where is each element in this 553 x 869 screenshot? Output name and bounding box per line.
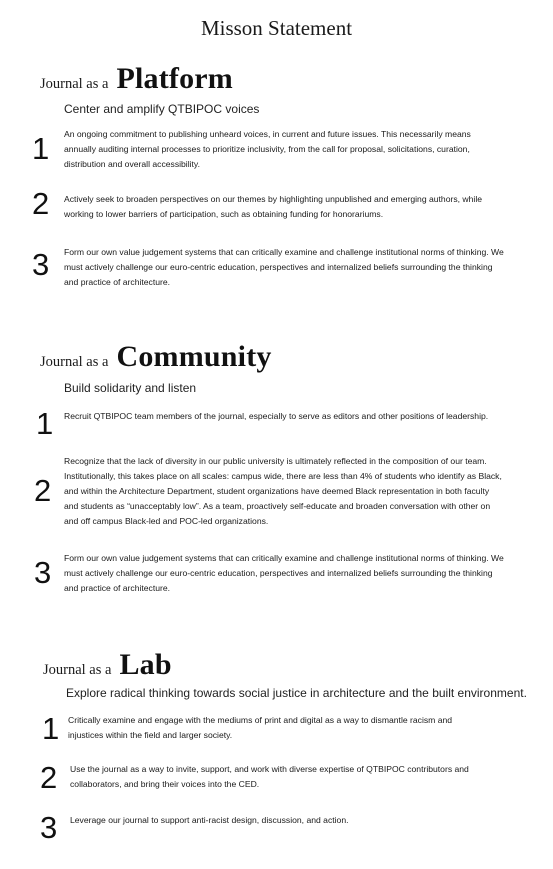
item-text: Form our own value judgement systems that can critically examine and challenge institutional norms of thinking. We must actively challenge our euro-centric education, perspectives and internalized beliefs surrounding the thinking and practice of architecture. <box>64 553 504 593</box>
section-name: Platform <box>116 62 233 95</box>
item-number: 1 <box>32 131 50 166</box>
item-number: 2 <box>32 186 50 221</box>
section-name: Lab <box>119 648 172 681</box>
item-number: 2 <box>34 473 52 508</box>
section-subtitle: Center and amplify QTBIPOC voices <box>64 102 260 116</box>
section-subtitle: Build solidarity and listen <box>64 381 197 395</box>
page-title: Misson Statement <box>200 16 353 40</box>
section-prefix: Journal as a <box>40 354 109 370</box>
section-name: Community <box>116 340 272 373</box>
item-number: 1 <box>42 711 60 746</box>
item-text: Recognize that the lack of diversity in our public university is ultimately reflected in the composition of our team. Institutionally, this takes place on all scales: campus wide, there are less than 4% of students who identify as Black, and within the Architecture Department, student organizations have deemed Black representation in both faculty and students as “unacceptably low”. As a team, proactively self-educate and broaden conversation with other on and off campus Black-led and POC-led organizations. <box>64 456 502 526</box>
item-text: Recruit QTBIPOC team members of the journal, especially to serve as editors and other positions of leadership. <box>64 411 489 421</box>
section-prefix: Journal as a <box>40 76 109 92</box>
item-number: 3 <box>34 555 52 590</box>
item-text: Leverage our journal to support anti-racist design, discussion, and action. <box>70 815 349 825</box>
item-text: Critically examine and engage with the mediums of print and digital as a way to dismantle racism and injustices within the field and larger society. <box>68 715 453 740</box>
item-text: An ongoing commitment to publishing unheard voices, in current and future issues. This necessarily means annually auditing internal processes to prioritize inclusivity, from the call for proposal, solicitations, curation, distribution and overall accessibility. <box>64 129 471 169</box>
item-text: Form our own value judgement systems that can critically examine and challenge institutional norms of thinking. We must actively challenge our euro-centric education, perspectives and internalized beliefs surrounding the thinking and practice of architecture. <box>64 247 504 287</box>
item-number: 2 <box>40 760 58 795</box>
section-heading-platform <box>40 62 233 96</box>
section-heading-lab <box>43 648 172 682</box>
item-number: 3 <box>32 247 50 282</box>
item-number: 3 <box>40 810 58 845</box>
section-heading-community <box>40 340 272 374</box>
section-prefix: Journal as a <box>43 662 112 678</box>
item-text: Actively seek to broaden perspectives on our themes by highlighting unpublished and emerging authors, while working to lower barriers of participation, such as obtaining funding for honorariums. <box>64 194 483 219</box>
item-number: 1 <box>36 406 54 441</box>
item-text: Use the journal as a way to invite, support, and work with diverse expertise of QTBIPOC contributors and collaborators, and bring their voices into the CED. <box>70 764 469 789</box>
section-subtitle: Explore radical thinking towards social justice in architecture and the built environment. <box>66 686 527 700</box>
